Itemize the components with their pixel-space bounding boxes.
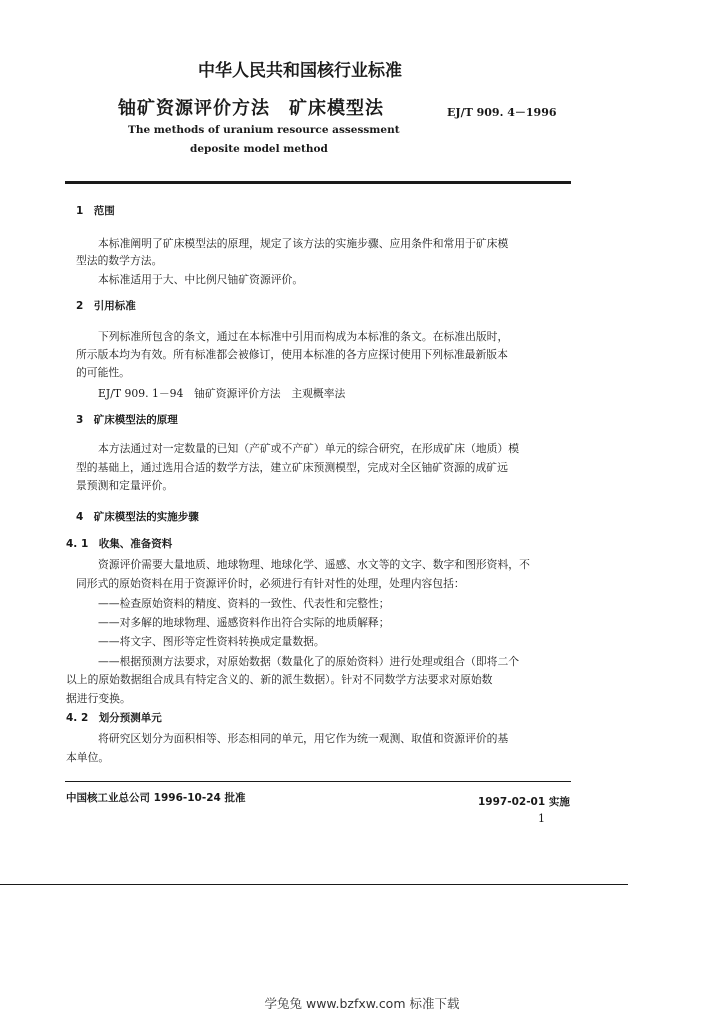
section-4-2-line: 将研究区划分为面积相等、形态相同的单元，用它作为统一观测、取值和资源评价的基 xyxy=(98,732,509,745)
section-4-2-line: 本单位。 xyxy=(66,751,110,764)
section-3-line: 本方法通过对一定数量的已知（产矿或不产矿）单元的综合研究，在形成矿床（地质）模 xyxy=(98,442,520,455)
section-4-1-line: ——对多解的地球物理、遥感资料作出符合实际的地质解释； xyxy=(98,616,390,629)
standard-code: EJ/T 909. 4－1996 xyxy=(447,106,557,119)
section-4-1-heading: 4. 1 收集、准备资料 xyxy=(66,538,173,550)
page-edge-rule xyxy=(0,884,628,885)
section-2-line: 所示版本均为有效。所有标准都会被修订，使用本标准的各方应探讨使用下列标准最新版本 xyxy=(76,348,508,361)
section-3-line: 型的基础上，通过选用合适的数学方法，建立矿床预测模型，完成对全区铀矿资源的成矿远 xyxy=(76,461,508,474)
section-4-2-heading: 4. 2 划分预测单元 xyxy=(66,712,162,724)
implementation-date: 1997-02-01 实施 xyxy=(478,796,570,808)
section-1-line: 型法的数学方法。 xyxy=(76,254,163,267)
section-2-line: 的可能性。 xyxy=(76,366,130,379)
section-2-reference: EJ/T 909. 1－94 铀矿资源评价方法 主观概率法 xyxy=(98,387,346,400)
section-2-line: 下列标准所包含的条文，通过在本标准中引用而构成为本标准的条文。在标准出版时， xyxy=(98,330,509,343)
section-1-heading: 1 范围 xyxy=(76,205,115,217)
section-4-heading: 4 矿床模型法的实施步骤 xyxy=(76,511,199,523)
section-3-line: 景预测和定量评价。 xyxy=(76,479,174,492)
section-1-line: 本标准阐明了矿床模型法的原理，规定了该方法的实施步骤、应用条件和常用于矿床模 xyxy=(98,237,509,250)
document-title-en-line1: The methods of uranium resource assessment xyxy=(128,124,400,136)
page-number: 1 xyxy=(538,812,545,825)
national-standard-label: 中华人民共和国核行业标准 xyxy=(198,61,402,81)
section-4-1-line: 资源评价需要大量地质、地球物理、地球化学、遥感、水文等的文字、数字和图形资料，不 xyxy=(98,558,530,571)
section-1-line: 本标准适用于大、中比例尺铀矿资源评价。 xyxy=(98,273,304,286)
section-4-1-line: 以上的原始数据组合成具有特定含义的、新的派生数据）。针对不同数学方法要求对原始数 xyxy=(66,673,493,686)
section-4-1-line: 据进行变换。 xyxy=(66,692,131,705)
bottom-rule xyxy=(65,781,571,782)
document-title-cn: 铀矿资源评价方法 矿床模型法 xyxy=(118,98,384,119)
header-rule xyxy=(65,181,571,184)
approval-date: 中国核工业总公司 1996-10-24 批准 xyxy=(66,792,246,804)
section-4-1-line: ——将文字、图形等定性资料转换成定量数据。 xyxy=(98,635,325,648)
section-3-heading: 3 矿床模型法的原理 xyxy=(76,414,178,426)
section-4-1-line: ——检查原始资料的精度、资料的一致性、代表性和完整性； xyxy=(98,597,390,610)
section-4-1-line: ——根据预测方法要求，对原始数据（数量化了的原始资料）进行处理或组合（即将二个 xyxy=(98,655,520,668)
footer-watermark: 学兔兔 www.bzfxw.com 标准下载 xyxy=(264,996,460,1011)
section-4-1-line: 同形式的原始资料在用于资源评价时，必须进行有针对性的处理，处理内容包括： xyxy=(76,577,465,590)
section-2-heading: 2 引用标准 xyxy=(76,300,136,312)
document-title-en-line2: deposite model method xyxy=(190,143,328,155)
